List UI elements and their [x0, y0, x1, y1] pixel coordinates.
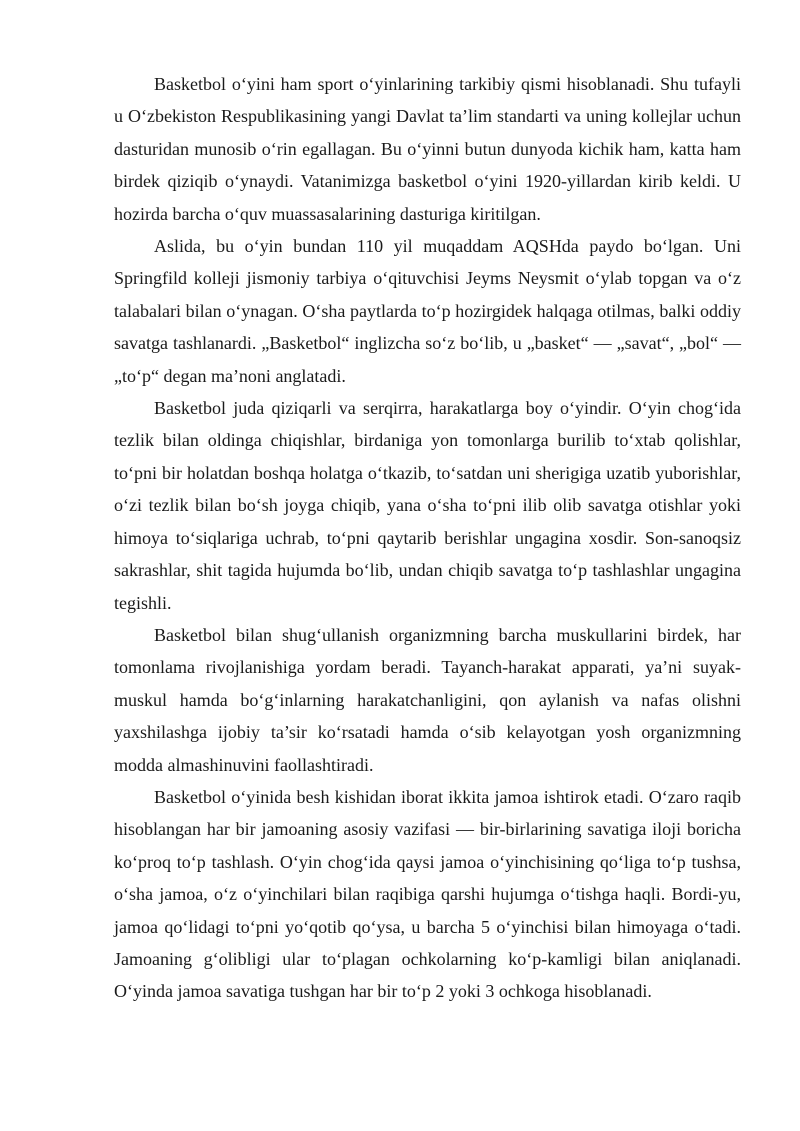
paragraph-intro: Basketbol o‘yini ham sport o‘yinlarining tarkibiy qismi hisoblanadi. Shu tufayli u O‘zbekiston Respublikasining yangi Davlat ta’lim standarti va uning kollejlar uchun dasturidan munosib o‘rin egallagan. Bu o‘yinni butun dunyoda kichik ham, katta ham birdek qiziqib o‘ynaydi. Vatanimizga basketbol o‘yini 1920-yillardan kirib keldi. U hozirda barcha o‘quv muassasalarining dasturiga kiritilgan.	[114, 74, 741, 224]
paragraph-characteristics: Basketbol juda qiziqarli va serqirra, harakatlarga boy o‘yindir. O‘yin chog‘ida tezlik bilan oldinga chiqishlar, birdaniga yon tomonlarga burilib to‘xtab qolishlar, to‘pni bir holatdan boshqa holatga o‘tkazib, to‘satdan uni sherigiga uzatib yuborishlar, o‘zi tezlik bilan bo‘sh joyga chiqib, yana o‘sha to‘pni ilib olib savatga otishlar yoki himoya to‘siqlariga uchrab, to‘pni qaytarib berishlar ungagina xosdir. Son-sanoqsiz sakrashlar, shit tagida hujumda bo‘lib, undan chiqib savatga to‘p tashlashlar ungagina tegishli.	[114, 398, 741, 613]
document-body	[114, 68, 741, 1008]
paragraph-health-benefits: Basketbol bilan shug‘ullanish organizmning barcha muskullarini birdek, har tomonlama rivojlanishiga yordam beradi. Tayanch-harakat apparati, ya’ni suyak-muskul hamda bo‘g‘inlarning harakatchanligini, qon aylanish va nafas olishni yaxshilashga ijobiy ta’sir ko‘rsatadi hamda o‘sib kelayotgan yosh organizmning modda almashinuvini faollashtiradi.	[114, 624, 741, 775]
paragraph-rules: Basketbol o‘yinida besh kishidan iborat ikkita jamoa ishtirok etadi. O‘zaro raqib hisoblangan har bir jamoaning asosiy vazifasi — bir-birlarining savatiga iloji boricha ko‘proq to‘p tashlash. O‘yin chog‘ida qaysi jamoa o‘yinchisining qo‘liga to‘p tushsa, o‘sha jamoa, o‘z o‘yinchilari bilan raqibiga qarshi hujumga o‘tishga haqli. Bordi-yu, jamoa qo‘lidagi to‘pni yo‘qotib qo‘ysa, u barcha 5 o‘yinchisi bilan himoyaga o‘tadi. Jamoaning g‘olibligi ular to‘plagan ochkolarning ko‘p-kamligi bilan aniqlanadi. O‘yinda jamoa savatiga tushgan har bir to‘p 2 yoki 3 ochkoga hisoblanadi.	[114, 786, 741, 1002]
paragraph-history: Aslida, bu o‘yin bundan 110 yil muqaddam AQSHda paydo bo‘lgan. Uni Springfild kolleji jismoniy tarbiya o‘qituvchisi Jeyms Neysmit o‘ylab topgan va o‘z talabalari bilan o‘ynagan. O‘sha paytlarda to‘p hozirgidek halqaga otilmas, balki oddiy savatga tashlanardi. „Basketbol“ inglizcha so‘z bo‘lib, u „basket“ — „savat“, „bol“ — „to‘p“ degan ma’noni anglatadi.	[114, 236, 741, 386]
